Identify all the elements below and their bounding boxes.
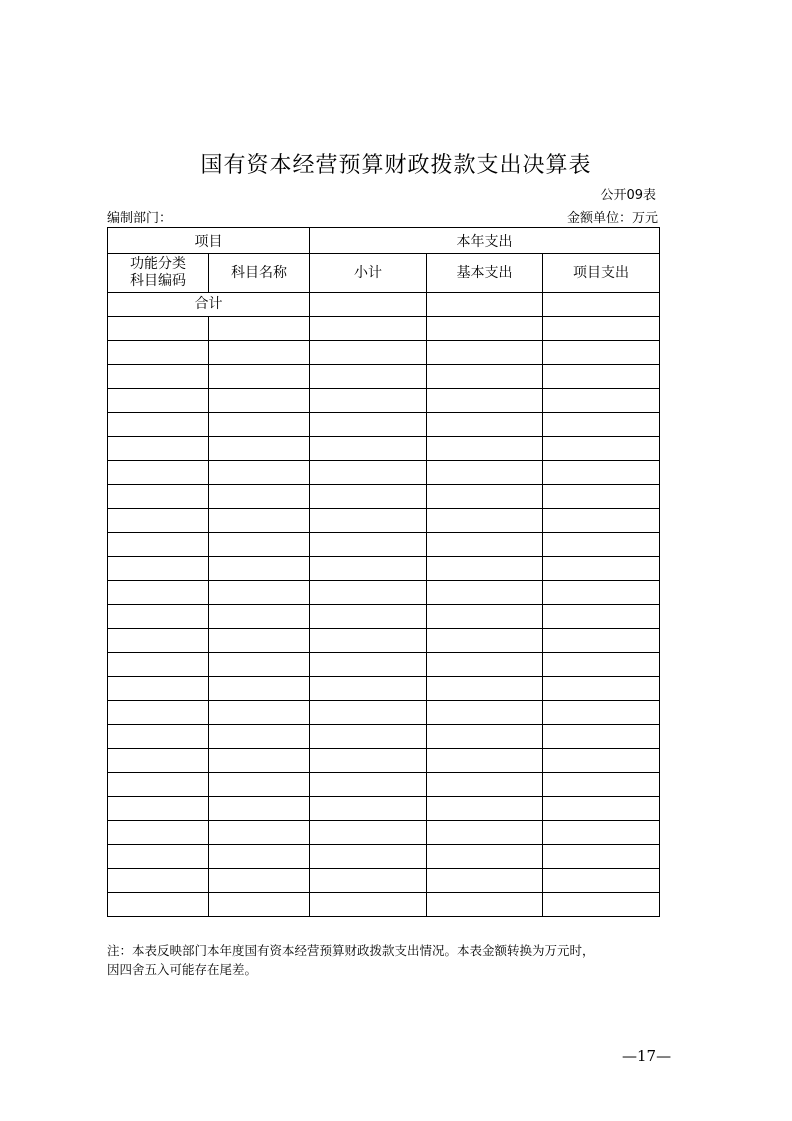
- table-cell: [108, 749, 209, 773]
- table-row: [108, 365, 660, 389]
- table-cell: [209, 653, 310, 677]
- table-row: [108, 629, 660, 653]
- table-cell: [108, 461, 209, 485]
- footnote: [107, 941, 667, 979]
- table-cell: [427, 893, 543, 917]
- table-row: [108, 797, 660, 821]
- table-cell: [543, 653, 660, 677]
- table-cell: [108, 485, 209, 509]
- table-cell: [427, 677, 543, 701]
- table-cell: [310, 413, 427, 437]
- table-cell: [543, 389, 660, 413]
- table-cell: [108, 413, 209, 437]
- table-cell: [209, 437, 310, 461]
- table-cell: [209, 893, 310, 917]
- col-function-code-label: 功能分类 科目编码: [130, 256, 186, 289]
- table-cell: [427, 869, 543, 893]
- table-cell: [310, 317, 427, 341]
- table-cell: [310, 893, 427, 917]
- table-cell: [310, 581, 427, 605]
- col-function-code: [108, 254, 209, 293]
- table-cell: [209, 557, 310, 581]
- table-row: [108, 773, 660, 797]
- table-cell: [543, 413, 660, 437]
- table-cell: [108, 581, 209, 605]
- table-cell: [209, 629, 310, 653]
- table-cell: [310, 725, 427, 749]
- table-cell: [209, 701, 310, 725]
- table-cell: [427, 581, 543, 605]
- department-label: 编制部门：: [107, 211, 173, 226]
- table-cell: [543, 509, 660, 533]
- table-cell: [108, 629, 209, 653]
- page-number: —17—: [622, 1047, 672, 1065]
- table-cell: [310, 365, 427, 389]
- table-cell: [108, 677, 209, 701]
- table-cell: [543, 677, 660, 701]
- table-cell: [108, 557, 209, 581]
- table-cell: [427, 533, 543, 557]
- table-row: [108, 389, 660, 413]
- table-cell: [108, 365, 209, 389]
- table-cell: [543, 461, 660, 485]
- table-cell: [310, 485, 427, 509]
- table-cell: [427, 461, 543, 485]
- page-title: 国有资本经营预算财政拨款支出决算表: [200, 153, 592, 178]
- table-cell: [310, 821, 427, 845]
- table-cell: [427, 509, 543, 533]
- table-row: [108, 677, 660, 701]
- table-cell: [209, 365, 310, 389]
- table-cell: [108, 533, 209, 557]
- table-cell: [543, 773, 660, 797]
- table-cell: [427, 317, 543, 341]
- table-cell: [427, 797, 543, 821]
- table-cell: [209, 845, 310, 869]
- table-cell: [310, 773, 427, 797]
- table-cell: [427, 557, 543, 581]
- table-row: [108, 821, 660, 845]
- table-cell: [310, 749, 427, 773]
- table-cell: [543, 485, 660, 509]
- table-cell: [209, 485, 310, 509]
- table-cell: [543, 821, 660, 845]
- col-subject-name: 科目名称: [209, 254, 310, 293]
- table-cell: [209, 341, 310, 365]
- header-year-expense: 本年支出: [310, 228, 660, 254]
- table-cell: [108, 317, 209, 341]
- table-cell: [310, 341, 427, 365]
- table-cell: [427, 821, 543, 845]
- table-cell: [543, 341, 660, 365]
- table-row: [108, 581, 660, 605]
- table-cell: [427, 773, 543, 797]
- table-cell: [427, 485, 543, 509]
- table-cell: [310, 653, 427, 677]
- table-cell: [108, 773, 209, 797]
- table-cell: [108, 821, 209, 845]
- table-cell: [543, 533, 660, 557]
- table-cell: [310, 629, 427, 653]
- table-row: [108, 485, 660, 509]
- table-cell: [310, 389, 427, 413]
- table-cell: [427, 701, 543, 725]
- table-cell: [209, 533, 310, 557]
- total-basic: [427, 293, 543, 317]
- table-cell: [209, 725, 310, 749]
- amount-unit-label: 金额单位：万元: [566, 211, 658, 226]
- table-cell: [108, 797, 209, 821]
- table-cell: [543, 797, 660, 821]
- table-cell: [543, 605, 660, 629]
- table-cell: [310, 509, 427, 533]
- col-subtotal: 小计: [310, 254, 427, 293]
- table-row: [108, 509, 660, 533]
- table-row: [108, 869, 660, 893]
- total-subtotal: [310, 293, 427, 317]
- table-cell: [209, 821, 310, 845]
- table-row: [108, 845, 660, 869]
- table-cell: [310, 869, 427, 893]
- table-cell: [427, 845, 543, 869]
- table-cell: [543, 725, 660, 749]
- table-cell: [108, 437, 209, 461]
- table-cell: [310, 797, 427, 821]
- table-cell: [310, 461, 427, 485]
- table-cell: [108, 845, 209, 869]
- table-cell: [543, 581, 660, 605]
- table-row: [108, 341, 660, 365]
- footnote-line-1: 注：本表反映部门本年度国有资本经营预算财政拨款支出情况。本表金额转换为万元时，: [107, 943, 595, 958]
- table-cell: [543, 629, 660, 653]
- table-cell: [108, 509, 209, 533]
- table-cell: [209, 797, 310, 821]
- table-row: [108, 461, 660, 485]
- table-row: [108, 317, 660, 341]
- header-row-1: [108, 228, 660, 254]
- table-row: [108, 533, 660, 557]
- table-cell: [209, 869, 310, 893]
- table-cell: [209, 317, 310, 341]
- table-cell: [543, 557, 660, 581]
- table-cell: [427, 749, 543, 773]
- total-row: [108, 293, 660, 317]
- table-cell: [427, 605, 543, 629]
- table-cell: [108, 869, 209, 893]
- table-cell: [543, 701, 660, 725]
- table-cell: [108, 725, 209, 749]
- table-row: [108, 893, 660, 917]
- table-cell: [108, 893, 209, 917]
- table-cell: [310, 677, 427, 701]
- table-cell: [209, 389, 310, 413]
- table-cell: [543, 869, 660, 893]
- table-cell: [543, 437, 660, 461]
- table-cell: [108, 605, 209, 629]
- table-cell: [427, 437, 543, 461]
- table-cell: [543, 893, 660, 917]
- table-cell: [543, 845, 660, 869]
- table-cell: [310, 845, 427, 869]
- table-cell: [310, 557, 427, 581]
- header-item: 项目: [108, 228, 310, 254]
- total-label: 合计: [108, 293, 310, 317]
- table-row: [108, 749, 660, 773]
- col-basic-expense: 基本支出: [427, 254, 543, 293]
- table-row: [108, 557, 660, 581]
- table-row: [108, 701, 660, 725]
- table-cell: [108, 653, 209, 677]
- table-cell: [427, 629, 543, 653]
- header-row-2: [108, 254, 660, 293]
- table-cell: [209, 773, 310, 797]
- table-cell: [209, 581, 310, 605]
- table-cell: [310, 701, 427, 725]
- table-row: [108, 413, 660, 437]
- table-cell: [209, 677, 310, 701]
- table-cell: [543, 365, 660, 389]
- table-cell: [209, 461, 310, 485]
- table-row: [108, 725, 660, 749]
- table-cell: [108, 701, 209, 725]
- table-cell: [310, 437, 427, 461]
- table-row: [108, 653, 660, 677]
- table-cell: [427, 365, 543, 389]
- form-code: 公开09表: [600, 188, 656, 203]
- table-row: [108, 605, 660, 629]
- table-cell: [310, 605, 427, 629]
- table-cell: [209, 509, 310, 533]
- table-cell: [310, 533, 427, 557]
- table-cell: [108, 341, 209, 365]
- table-row: [108, 437, 660, 461]
- expenditure-table: [107, 227, 660, 917]
- table-cell: [209, 605, 310, 629]
- table-cell: [427, 725, 543, 749]
- table-cell: [209, 413, 310, 437]
- col-project-expense: 项目支出: [543, 254, 660, 293]
- table-cell: [427, 653, 543, 677]
- table-cell: [543, 749, 660, 773]
- table-cell: [427, 341, 543, 365]
- table-cell: [427, 413, 543, 437]
- table-cell: [209, 749, 310, 773]
- table-cell: [427, 389, 543, 413]
- table-cell: [108, 389, 209, 413]
- table-cell: [543, 317, 660, 341]
- total-project: [543, 293, 660, 317]
- footnote-line-2: 因四舍五入可能存在尾差。: [107, 962, 258, 977]
